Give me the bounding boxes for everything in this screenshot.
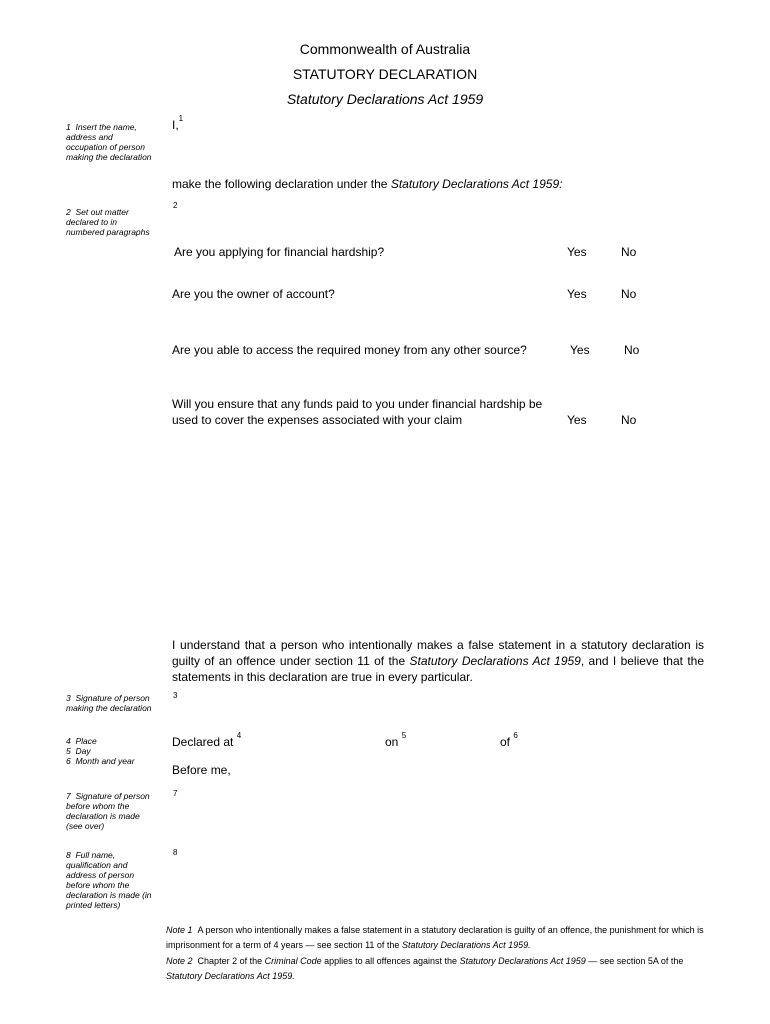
note-1	[166, 923, 711, 952]
note-2-text-a: Chapter 2 of the	[197, 956, 265, 966]
declaration-intro-act: Statutory Declarations Act 1959:	[390, 177, 563, 191]
form-title: STATUTORY DECLARATION	[292, 66, 478, 82]
before-me-label: Before me,	[172, 763, 231, 777]
margin-note-text: Full name, qualification and address of person before whom the declaration is made (in printed letters)	[66, 850, 152, 910]
question-4-yes-option[interactable]: Yes	[567, 413, 587, 427]
note-1-label: Note 1	[166, 925, 193, 935]
question-3-no-option[interactable]: No	[624, 343, 640, 357]
form-act-title: Statutory Declarations Act 1959	[286, 91, 484, 107]
margin-note-number: 6	[66, 756, 71, 766]
declared-on-field[interactable]	[385, 731, 407, 749]
declared-at-field[interactable]	[172, 731, 242, 749]
note-2	[166, 954, 711, 983]
margin-note-number: 4	[66, 736, 71, 746]
margin-note-text: Day	[75, 746, 91, 756]
understanding-text-2: , and I believe that the statements in this declaration are true in every particular.	[172, 654, 705, 684]
understanding-act: Statutory Declarations Act 1959	[409, 654, 581, 668]
declared-of-label: of	[500, 735, 511, 749]
question-4-no-option[interactable]: No	[621, 413, 637, 427]
declaration-intro	[172, 177, 562, 191]
footnote-ref-4: 4	[236, 731, 242, 740]
question-2-yes-option[interactable]: Yes	[567, 287, 587, 301]
note-1-act: Statutory Declarations Act 1959.	[401, 939, 531, 950]
note-2-act-2: Statutory Declarations Act 1959.	[166, 970, 295, 981]
footnote-ref-8: 8	[173, 848, 178, 857]
declaration-intro-text: make the following declaration under the	[172, 177, 391, 191]
footnote-ref-1: 1	[178, 114, 184, 123]
declarant-line[interactable]	[172, 114, 184, 132]
margin-note-4-6	[66, 736, 156, 766]
footnote-ref-7: 7	[173, 789, 178, 798]
question-2-no-option[interactable]: No	[621, 287, 637, 301]
understanding-text-1: I understand that a person who intentionally makes a false statement in a statutory declaration is guilty of an offence under section 11 of the	[172, 638, 704, 668]
margin-note-7	[66, 791, 156, 831]
note-2-text-c: — see section 5A of the	[585, 956, 684, 966]
footnote-ref-6: 6	[513, 731, 518, 740]
margin-note-text: Place	[75, 736, 97, 746]
margin-note-3	[66, 693, 156, 713]
question-4-line2: used to cover the expenses associated with your claim	[172, 413, 463, 427]
question-1: Are you applying for financial hardship?	[174, 245, 385, 259]
margin-note-2	[66, 207, 156, 237]
declared-on-label: on	[385, 735, 399, 749]
declared-of-field[interactable]	[500, 731, 518, 749]
footnote-ref-2: 2	[173, 201, 178, 210]
understanding-statement	[172, 637, 704, 685]
margin-note-number: 5	[66, 746, 71, 756]
margin-note-text: Signature of person making the declaration	[66, 693, 152, 713]
margin-note-number: 1	[66, 122, 71, 132]
margin-note-text: Signature of person before whom the declaration is made (see over)	[66, 791, 150, 831]
question-3: Are you able to access the required money from any other source?	[172, 343, 527, 357]
note-2-label: Note 2	[166, 956, 193, 966]
note-1-text: A person who intentionally makes a false statement in a statutory declaration is guilty of an offence, the punishment for which is imprisonment for a term of 4 years — see section 11 of the	[166, 925, 704, 950]
margin-note-text: Month and year	[75, 756, 135, 766]
question-1-yes-option[interactable]: Yes	[567, 245, 587, 259]
margin-note-number: 7	[66, 791, 71, 801]
note-2-act: Statutory Declarations Act 1959	[459, 956, 586, 966]
declared-at-label: Declared at	[172, 735, 234, 749]
footnote-ref-3: 3	[173, 691, 178, 700]
margin-note-1	[66, 122, 156, 162]
question-2: Are you the owner of account?	[172, 287, 335, 301]
margin-note-text: Insert the name, address and occupation of person making the declaration	[66, 122, 152, 162]
margin-note-number: 3	[66, 693, 71, 703]
question-1-no-option[interactable]: No	[621, 245, 637, 259]
form-jurisdiction: Commonwealth of Australia	[299, 41, 471, 57]
margin-note-text: Set out matter declared to in numbered paragraphs	[66, 207, 150, 237]
declarant-prefix: I,	[172, 118, 179, 132]
margin-note-8	[66, 850, 156, 910]
margin-note-number: 2	[66, 207, 71, 217]
note-2-text-b: applies to all offences against the	[321, 956, 460, 966]
question-4-line1: Will you ensure that any funds paid to you under financial hardship be	[172, 397, 543, 411]
question-3-yes-option[interactable]: Yes	[570, 343, 590, 357]
footnote-ref-5: 5	[401, 731, 407, 740]
margin-note-number: 8	[66, 850, 71, 860]
note-2-code: Criminal Code	[264, 956, 322, 966]
